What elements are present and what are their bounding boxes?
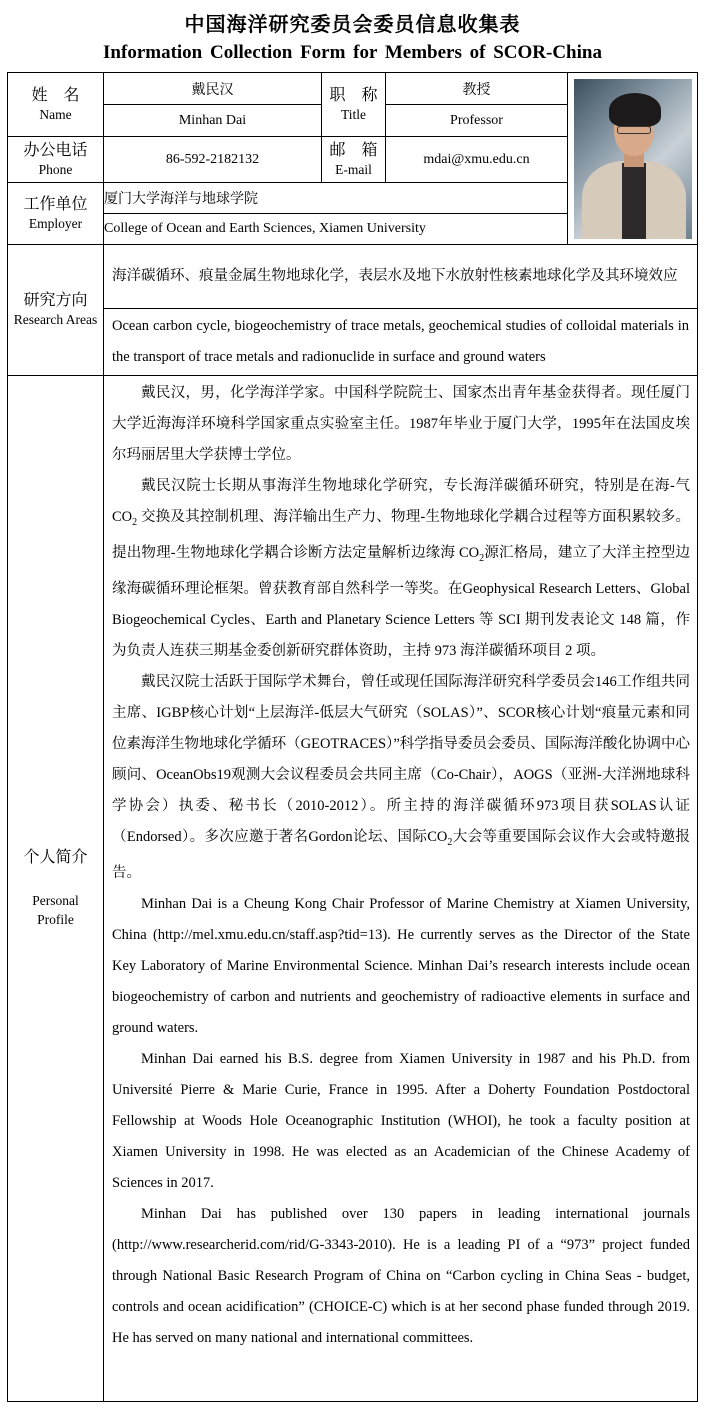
- research-en-value: Ocean carbon cycle, biogeochemistry of trace metals, geochemical studies of colloidal materials in the transport of trace metals and radionuclide in surface and ground waters: [104, 309, 698, 376]
- employer-cn-value: 厦门大学海洋与地球学院: [104, 183, 568, 214]
- email-value: mdai@xmu.edu.cn: [386, 137, 568, 183]
- name-cn-value: 戴民汉: [104, 73, 322, 105]
- phone-value: 86-592-2182132: [104, 137, 322, 183]
- profile-content: [104, 376, 698, 1402]
- member-info-table: [7, 72, 698, 1402]
- email-label: 邮 箱 E-mail: [322, 137, 386, 183]
- profile-paragraph-2: 戴民汉院士长期从事海洋生物地球化学研究，专长海洋碳循环研究，特别是在海-气 $CO_2$ 交换及其控制机理、海洋输出生产力、物理-生物地球化学耦合过程等方面积累较多。提出物理-生物地球化学耦合诊断方法定量解析边缘海 $CO_2$源汇格局，建立了大洋主控型边缘海碳循环理论框架。曾获教育部自然科学一等奖。在Geophysical Research Letters、Global Biogeochemical Cycles、Earth and Planetary Science Letters 等 SCI 期刊发表论文 148 篇，作为负责人连获三期基金委创新研究群体资助，主持 973 海洋碳循环项目 2 项。: [112, 478, 690, 659]
- form-title-en: Information Collection Form for Members of SCOR-China: [103, 42, 602, 63]
- name-en-value: Minhan Dai: [104, 105, 322, 137]
- portrait-image: [574, 79, 692, 239]
- profile-paragraph-5: Minhan Dai earned his B.S. degree from Xiamen University in 1987 and his Ph.D. from Université Pierre & Marie Curie, France in 1995. After a Doherty Foundation Postdoctoral Fellowship at Woods Hole Oceanographic Institution (WHOI), he took a faculty position at Xiamen University in 1998. He was elected as an Academician of the Chinese Academy of Sciences in 2017.: [112, 1050, 690, 1191]
- title-label: 职 称 Title: [322, 73, 386, 137]
- title-en-value: Professor: [386, 105, 568, 137]
- profile-paragraph-6: Minhan Dai has published over 130 papers in leading international journals (http://www.researcherid.com/rid/G-3343-2010). He is a leading PI of a “973” project funded through National Basic Research Program of China on “Carbon cycling in China Seas - budget, controls and ocean acidification” (CHOICE-C) which is at her second phase funded through 2019. He has served on many national and international committees.: [112, 1205, 690, 1346]
- member-photo: [568, 73, 698, 245]
- research-cn-value: 海洋碳循环、痕量金属生物地球化学，表层水及地下水放射性核素地球化学及其环境效应: [104, 245, 698, 309]
- phone-label: 办公电话 Phone: [8, 137, 104, 183]
- profile-paragraph-3: 戴民汉院士活跃于国际学术舞台，曾任或现任国际海洋研究科学委员会146工作组共同主席、IGBP核心计划“上层海洋-低层大气研究（SOLAS）”、SCOR核心计划“痕量元素和同位素海洋生物地球化学循环（GEOTRACES）”科学指导委员会委员、国际海洋酸化协调中心顾问、OceanObs19观测大会议程委员会共同主席（Co-Chair），AOGS（亚洲-大洋洲地球科学协会）执委、秘书长（2010-2012）。所主持的海洋碳循环973项目获SOLAS认证（Endorsed）。多次应邀于著名Gordon论坛、国际$CO_2$大会等重要国际会议作大会或特邀报告。: [112, 673, 690, 881]
- form-title-cn: 中国海洋研究委员会委员信息收集表: [184, 14, 521, 36]
- title-cn-value: 教授: [386, 73, 568, 105]
- employer-label: 工作单位 Employer: [8, 183, 104, 245]
- research-label: 研究方向 Research Areas: [8, 245, 104, 376]
- profile-label: 个人简介 Personal Profile: [8, 376, 104, 1402]
- profile-paragraph-1: 戴民汉，男，化学海洋学家。中国科学院院士、国家杰出青年基金获得者。现任厦门大学近海海洋环境科学国家重点实验室主任。1987年毕业于厦门大学，1995年在法国皮埃尔玛丽居里大学获博士学位。: [112, 385, 690, 463]
- name-label: 姓 名 Name: [8, 73, 104, 137]
- profile-paragraph-4: Minhan Dai is a Cheung Kong Chair Professor of Marine Chemistry at Xiamen University, China (http://mel.xmu.edu.cn/staff.asp?tid=13). He currently serves as the Director of the State Key Laboratory of Marine Environmental Science. Minhan Dai’s research interests include ocean biogeochemistry of carbon and nutrients and geochemistry of radioactive elements in surface and ground waters.: [112, 895, 690, 1036]
- employer-en-value: College of Ocean and Earth Sciences, Xiamen University: [104, 214, 568, 245]
